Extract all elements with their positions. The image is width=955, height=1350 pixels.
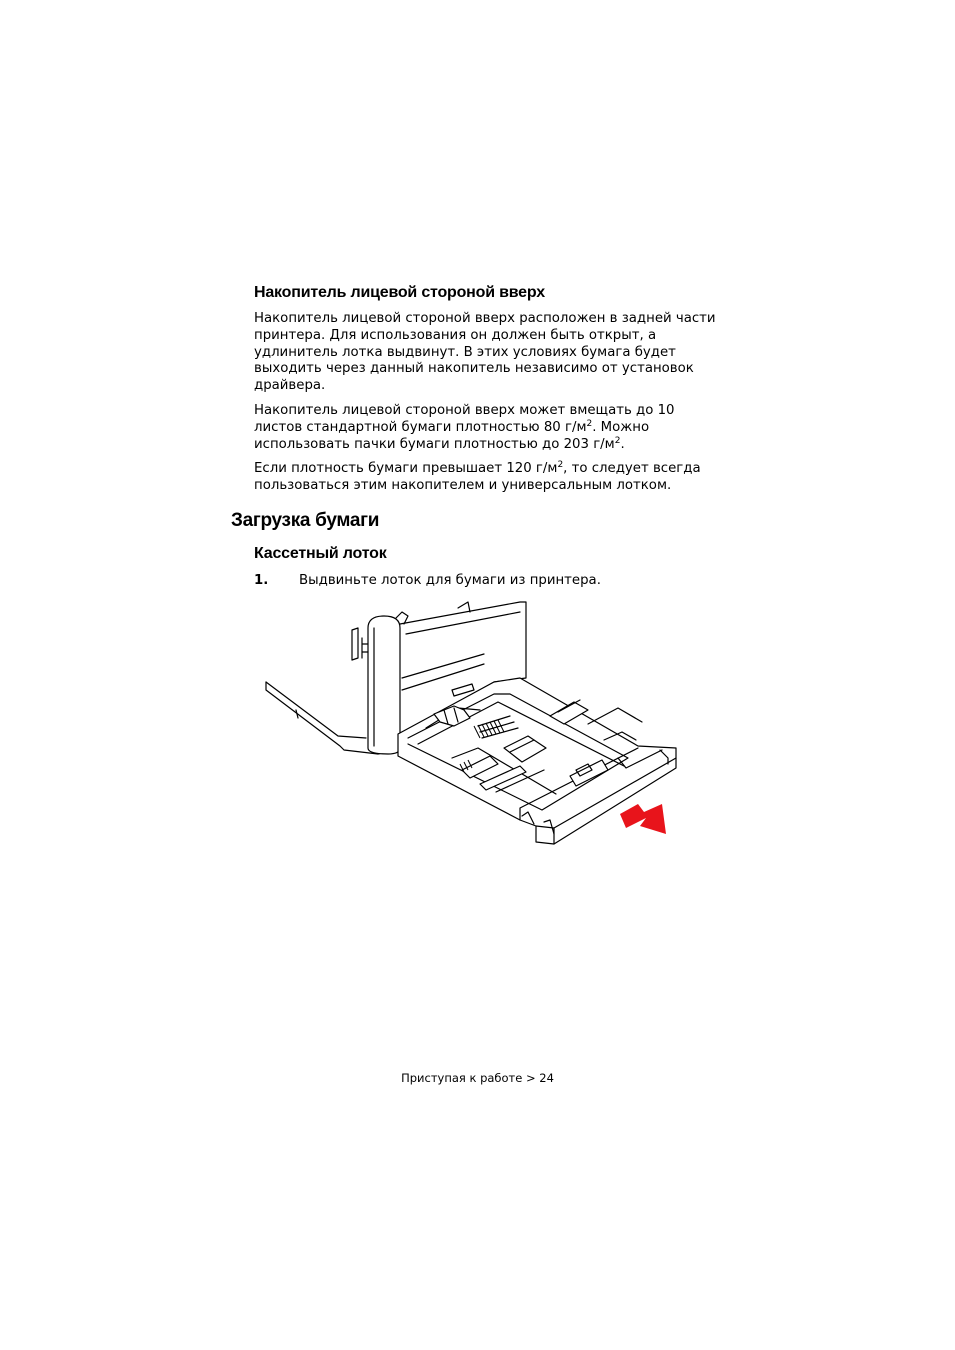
- face-up-paragraph-1: Накопитель лицевой стороной вверх расположен в задней части принтера. Для использования он должен быть открыт, а удлинитель лотка выдвинут. В этих условиях бумага будет выходить через данный накопитель независимо от установок драйвера.: [254, 311, 716, 394]
- step-text: Выдвиньте лоток для бумаги из принтера.: [299, 573, 601, 588]
- paper-tray-illustration: [258, 598, 678, 854]
- page-footer: Приступая к работе > 24: [401, 1071, 554, 1085]
- paper-loading-heading: Загрузка бумаги: [231, 510, 380, 531]
- step-number: 1.: [254, 573, 269, 588]
- face-up-paragraph-3: Если плотность бумаги превышает 120 $г/м^2$, то следует всегда пользоваться этим накопителем и универсальным лотком.: [254, 460, 701, 493]
- cassette-tray-heading: Кассетный лоток: [254, 545, 387, 562]
- face-up-paragraph-2: Накопитель лицевой стороной вверх может вмещать до 10 листов стандартной бумаги плотностью 80 $г/м^2$. Можно использовать пачки бумаги плотностью до 203 $г/м^2$.: [254, 403, 675, 452]
- pull-direction-arrow: [620, 804, 666, 834]
- face-up-stacker-heading: Накопитель лицевой стороной вверх: [254, 284, 545, 301]
